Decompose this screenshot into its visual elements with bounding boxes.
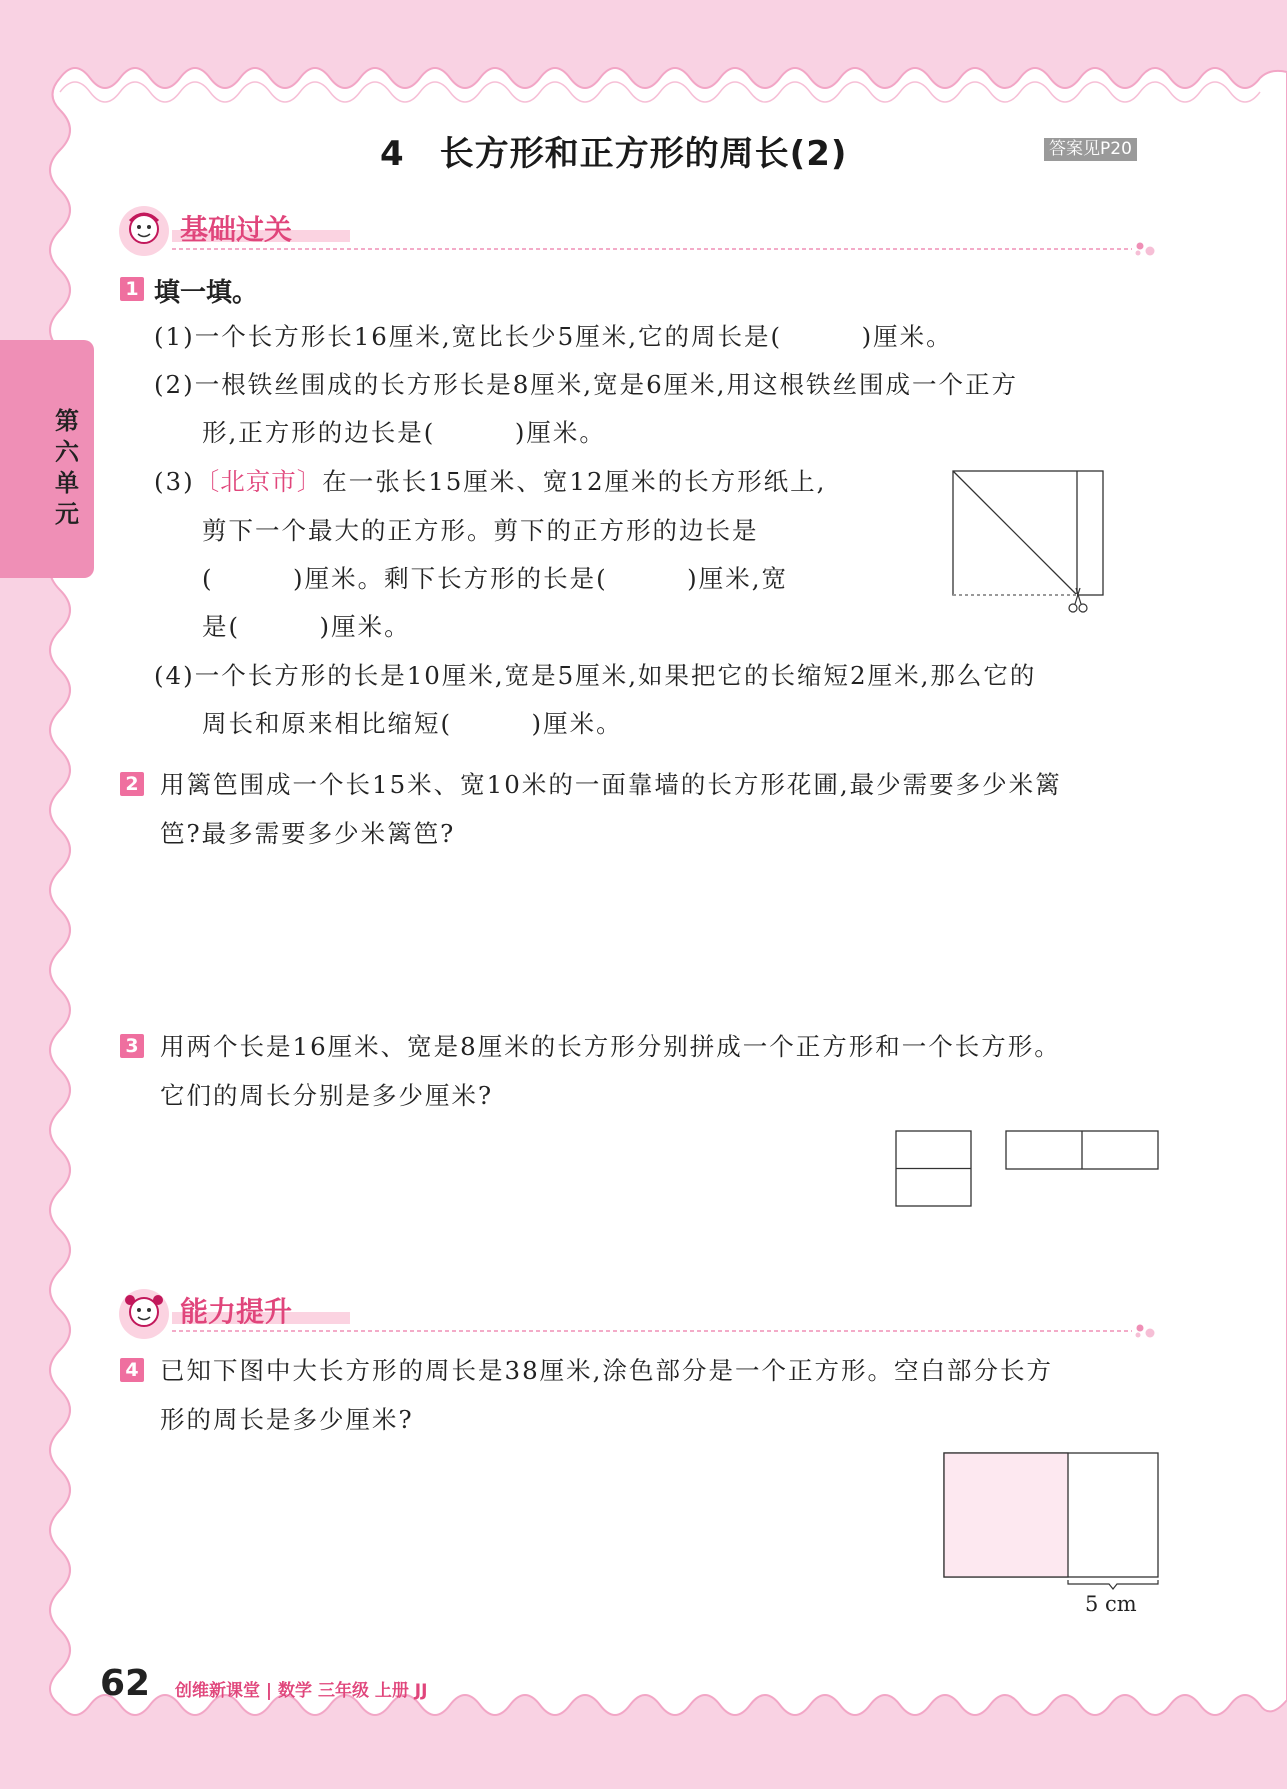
section-title-basic: 基础过关 (180, 213, 293, 246)
q1-item-4-line1: (4)一个长方形的长是10厘米,宽是5厘米,如果把它的长缩短2厘米,那么它的 (154, 661, 1037, 690)
question-number: 4 (120, 1358, 144, 1382)
q1-item-4-line2: 周长和原来相比缩短( )厘米。 (202, 709, 623, 738)
mascot-icon (116, 203, 172, 257)
scissors-icon (1069, 588, 1087, 612)
q4-line2: 形的周长是多少厘米? (160, 1405, 414, 1434)
q2-line1: 用篱笆围成一个长15米、宽10米的一面靠墙的长方形花圃,最少需要多少米篱 (160, 770, 1062, 799)
q1-item-1: (1)一个长方形长16厘米,宽比长少5厘米,它的周长是( )厘米。 (154, 322, 953, 351)
stacked-square-figure (893, 1128, 973, 1208)
footer-text: 创维新课堂 | 数学 三年级 上册 JJ (175, 1681, 428, 1701)
page-title: 4 长方形和正方形的周长(2) (380, 134, 848, 174)
q4-line1: 已知下图中大长方形的周长是38厘米,涂色部分是一个正方形。空白部分长方 (160, 1356, 1053, 1385)
q1-item-3-line4: 是( )厘米。 (202, 612, 411, 641)
section-title-advanced: 能力提升 (180, 1295, 293, 1328)
page-number: 62 (100, 1663, 151, 1704)
section-divider (172, 1324, 1162, 1338)
q2-line2: 笆?最多需要多少米篱笆? (160, 819, 456, 848)
question-number: 2 (120, 772, 144, 796)
q3-line2: 它们的周长分别是多少厘米? (160, 1081, 494, 1110)
shaded-rectangle-figure (941, 1450, 1161, 1600)
region-tag: 〔北京市〕 (194, 467, 323, 496)
q1-item-3-line3: ( )厘米。剩下长方形的长是( )厘米,宽 (202, 564, 789, 593)
question-number: 1 (120, 277, 144, 301)
q1-item-3-line2: 剪下一个最大的正方形。剪下的正方形的边长是 (202, 516, 759, 545)
question-heading: 填一填。 (154, 278, 259, 308)
q1-item-3-line1: (3)〔北京市〕在一张长15厘米、宽12厘米的长方形纸上, (154, 467, 827, 496)
paper-cut-figure (950, 468, 1110, 618)
mascot-icon (116, 1286, 172, 1340)
answer-reference: 答案见P20 (1044, 138, 1137, 161)
unit-label: 第六单元 (55, 407, 79, 528)
section-divider (172, 242, 1162, 256)
q3-line1: 用两个长是16厘米、宽是8厘米的长方形分别拼成一个正方形和一个长方形。 (160, 1032, 1061, 1061)
side-by-side-rectangle-figure (1003, 1128, 1161, 1172)
q1-item-2-line1: (2)一根铁丝围成的长方形长是8厘米,宽是6厘米,用这根铁丝围成一个正方 (154, 370, 1018, 399)
dimension-label: 5 cm (1085, 1592, 1137, 1616)
question-number: 3 (120, 1034, 144, 1058)
q1-item-2-line2: 形,正方形的边长是( )厘米。 (202, 418, 606, 447)
